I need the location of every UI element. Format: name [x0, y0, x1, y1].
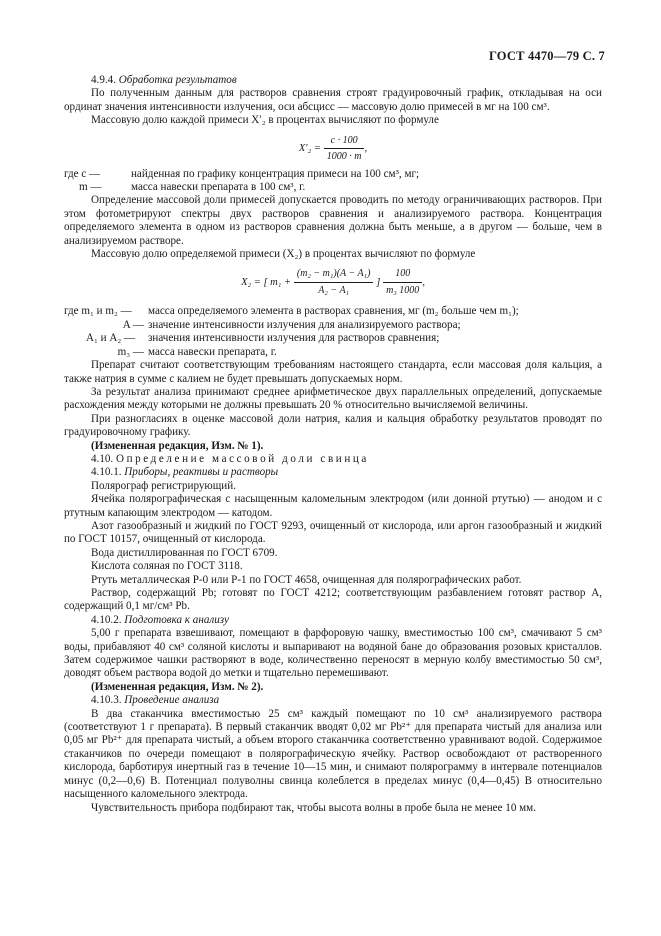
reagent-item: Ячейка полярографическая с насыщенным каломельным электродом (или донной ртутью) — анодом и с ртутным капающим электродом — катодом. [64, 493, 602, 519]
paragraph: 5,00 г препарата взвешивают, помещают в фарфоровую чашку, вместимостью 100 см³, смачивают 5 см³ воды, прибавляют 40 см³ соляной кислоты и выпаривают на водяной бане до образования розовых кристаллов. Затем содержимое чашки растворяют в воде, количественно переносят в мерную колбу вместимостью 50 см³, доводят объем раствора водой до метки и тщательно перемешивают. [64, 627, 602, 680]
reagent-item: Кислота соляная по ГОСТ 3118. [91, 560, 243, 573]
definition-key: A₁ и A₂ — [86, 332, 136, 345]
formula-1 [64, 134, 602, 164]
paragraph: По полученным данным для растворов сравнения строят градуировочный график, откладывая на оси ординат значения интенсивности излучения, оси абсцисс — массовую долю примесей в мг на 100 см³. [64, 87, 602, 113]
section-number: 4.10.1. [91, 466, 122, 479]
amendment-note: (Измененная редакция, Изм. № 1). [91, 439, 264, 452]
section-heading-4-9-4 [64, 74, 602, 87]
reagent-item: Полярограф регистрирующий. [91, 479, 236, 492]
reagent-item: Вода дистиллированная по ГОСТ 6709. [91, 546, 278, 559]
section-title: Подготовка к анализу [124, 613, 229, 626]
formula-2 [64, 267, 602, 301]
section-title: Приборы, реактивы и растворы [124, 466, 279, 479]
definition-row [64, 346, 602, 359]
section-heading-4-10-1 [64, 466, 602, 479]
definition-value: масса навески препарата в 100 см³, г. [131, 181, 306, 194]
definition-value: масса определяемого элемента в растворах сравнения, мг (m₂ больше чем m₁); [148, 305, 519, 318]
page-body [64, 74, 602, 815]
reagent-item: Раствор, содержащий Pb; готовят по ГОСТ 4212; соответствующим разбавлением готовят раствор А, содержащий 0,1 мг/см³ Pb. [64, 587, 602, 613]
formula-tail: , [364, 142, 368, 154]
fraction-denominator: A₂ − A₁ [318, 284, 350, 296]
paragraph: Определение массовой доли примесей допускается проводить по методу ограничивающих растворов. При этом фотометрируют спектры двух растворов сравнения и анализируемого раствора. Концентрация определяемого элемента в одном из растворов сравнения должна быть меньше, а в другом — больше, чем в анализируемом растворе. [64, 194, 602, 247]
definition-value: значения интенсивности излучения для растворов сравнения; [148, 332, 440, 345]
definition-key: m — [79, 181, 102, 194]
section-number: 4.9.4. [91, 74, 116, 86]
paragraph: Массовую долю каждой примеси X′₂ в процентах вычисляют по формуле [91, 114, 439, 127]
section-number: 4.10.2. [91, 613, 122, 626]
paragraph: Массовую долю определяемой примеси (X₂) в процентах вычисляют по формуле [91, 248, 476, 261]
formula-lhs: X₂ = [ m₁ + [241, 276, 292, 288]
paragraph: Препарат считают соответствующим требованиям настоящего стандарта, если массовая доля кальция, а также натрия в сумме с калием не будет превышать допускаемых норм. [64, 359, 602, 385]
section-title: Проведение анализа [124, 694, 220, 707]
definition-key: A — [122, 318, 144, 331]
section-number: 4.10. [91, 452, 114, 465]
paragraph: Чувствительность прибора подбирают так, чтобы высота волны в пробе была не менее 10 мм. [91, 801, 536, 814]
definition-value: значение интенсивности излучения для анализируемого раствора; [148, 318, 461, 331]
definition-key: где c — [64, 167, 101, 180]
formula-fraction [383, 267, 422, 297]
section-heading-4-10-3 [64, 694, 602, 707]
formula-bracket: ] [376, 276, 381, 288]
paragraph: В два стаканчика вместимостью 25 см³ каждый помещают по 10 см³ анализируемого раствора (соответствуют 1 г препарата). В первый стаканчик вводят 0,02 мг Pb²⁺ для препарата чистый для анализа или 0,05 мг Pb²⁺ для препарата чистый, а объем второго стаканчика соответственно уравнивают водой. Содержимое стаканчиков по очереди помещают в полярографическую ячейку. Раствор освобождают от растворенного кислорода, барботируя инертный газ в течение 10—15 мин, и снимают полярограмму в интервале потенциалов минус (0,2—0,6) В. Потенциал полуволны свинца колеблется в пределах минус (0,4—0,45) В относительно насыщенного каломельного электрода. [64, 707, 602, 801]
section-number: 4.10.3. [91, 694, 122, 707]
definition-row [64, 181, 602, 194]
reagent-item: Ртуть металлическая Р-0 или Р-1 по ГОСТ 4658, очищенная для полярографических работ. [91, 573, 522, 586]
fraction-numerator: (m₂ − m₁)(A − A₁) [294, 267, 374, 282]
definition-row [64, 168, 602, 181]
formula-fraction [294, 267, 374, 297]
section-heading-4-10 [64, 453, 602, 466]
definition-value: найденная по графику концентрация примеси на 100 см³, мг; [131, 167, 420, 180]
definition-key: m₃ — [117, 345, 144, 358]
section-heading-4-10-2 [64, 614, 602, 627]
reagent-item: Азот газообразный и жидкий по ГОСТ 9293, очищенный от кислорода, или аргон газообразный и жидкий по ГОСТ 10157, очищенный от кислорода. [64, 519, 602, 546]
definition-row [64, 305, 602, 318]
definition-key: где m₁ и m₂ — [64, 305, 132, 318]
formula-tail: , [422, 276, 425, 288]
section-title: Обработка результатов [118, 74, 237, 86]
fraction-numerator: c · 100 [324, 134, 365, 149]
fraction-numerator: 100 [383, 267, 422, 282]
definition-value: масса навески препарата, г. [148, 345, 277, 358]
formula-fraction [324, 134, 368, 164]
page-header: ГОСТ 4470—79 С. 7 [488, 49, 605, 63]
section-title: Определение массовой доли свинца [115, 452, 369, 465]
formula-lhs: X′₂ = [298, 142, 321, 154]
definition-row [64, 332, 602, 345]
fraction-denominator: m₃ 1000 [386, 284, 420, 296]
paragraph: При разногласиях в оценке массовой доли натрия, калия и кальция обработку результатов проводят по градуировочному графику. [64, 412, 602, 439]
fraction-denominator: 1000 · m [326, 151, 362, 163]
amendment-note: (Измененная редакция, Изм. № 2). [91, 680, 264, 693]
definition-row [64, 319, 602, 332]
paragraph: За результат анализа принимают среднее арифметическое двух параллельных определений, допускаемые расхождения между которыми не должны превышать 20 % относительно вычисляемой величины. [64, 385, 602, 412]
